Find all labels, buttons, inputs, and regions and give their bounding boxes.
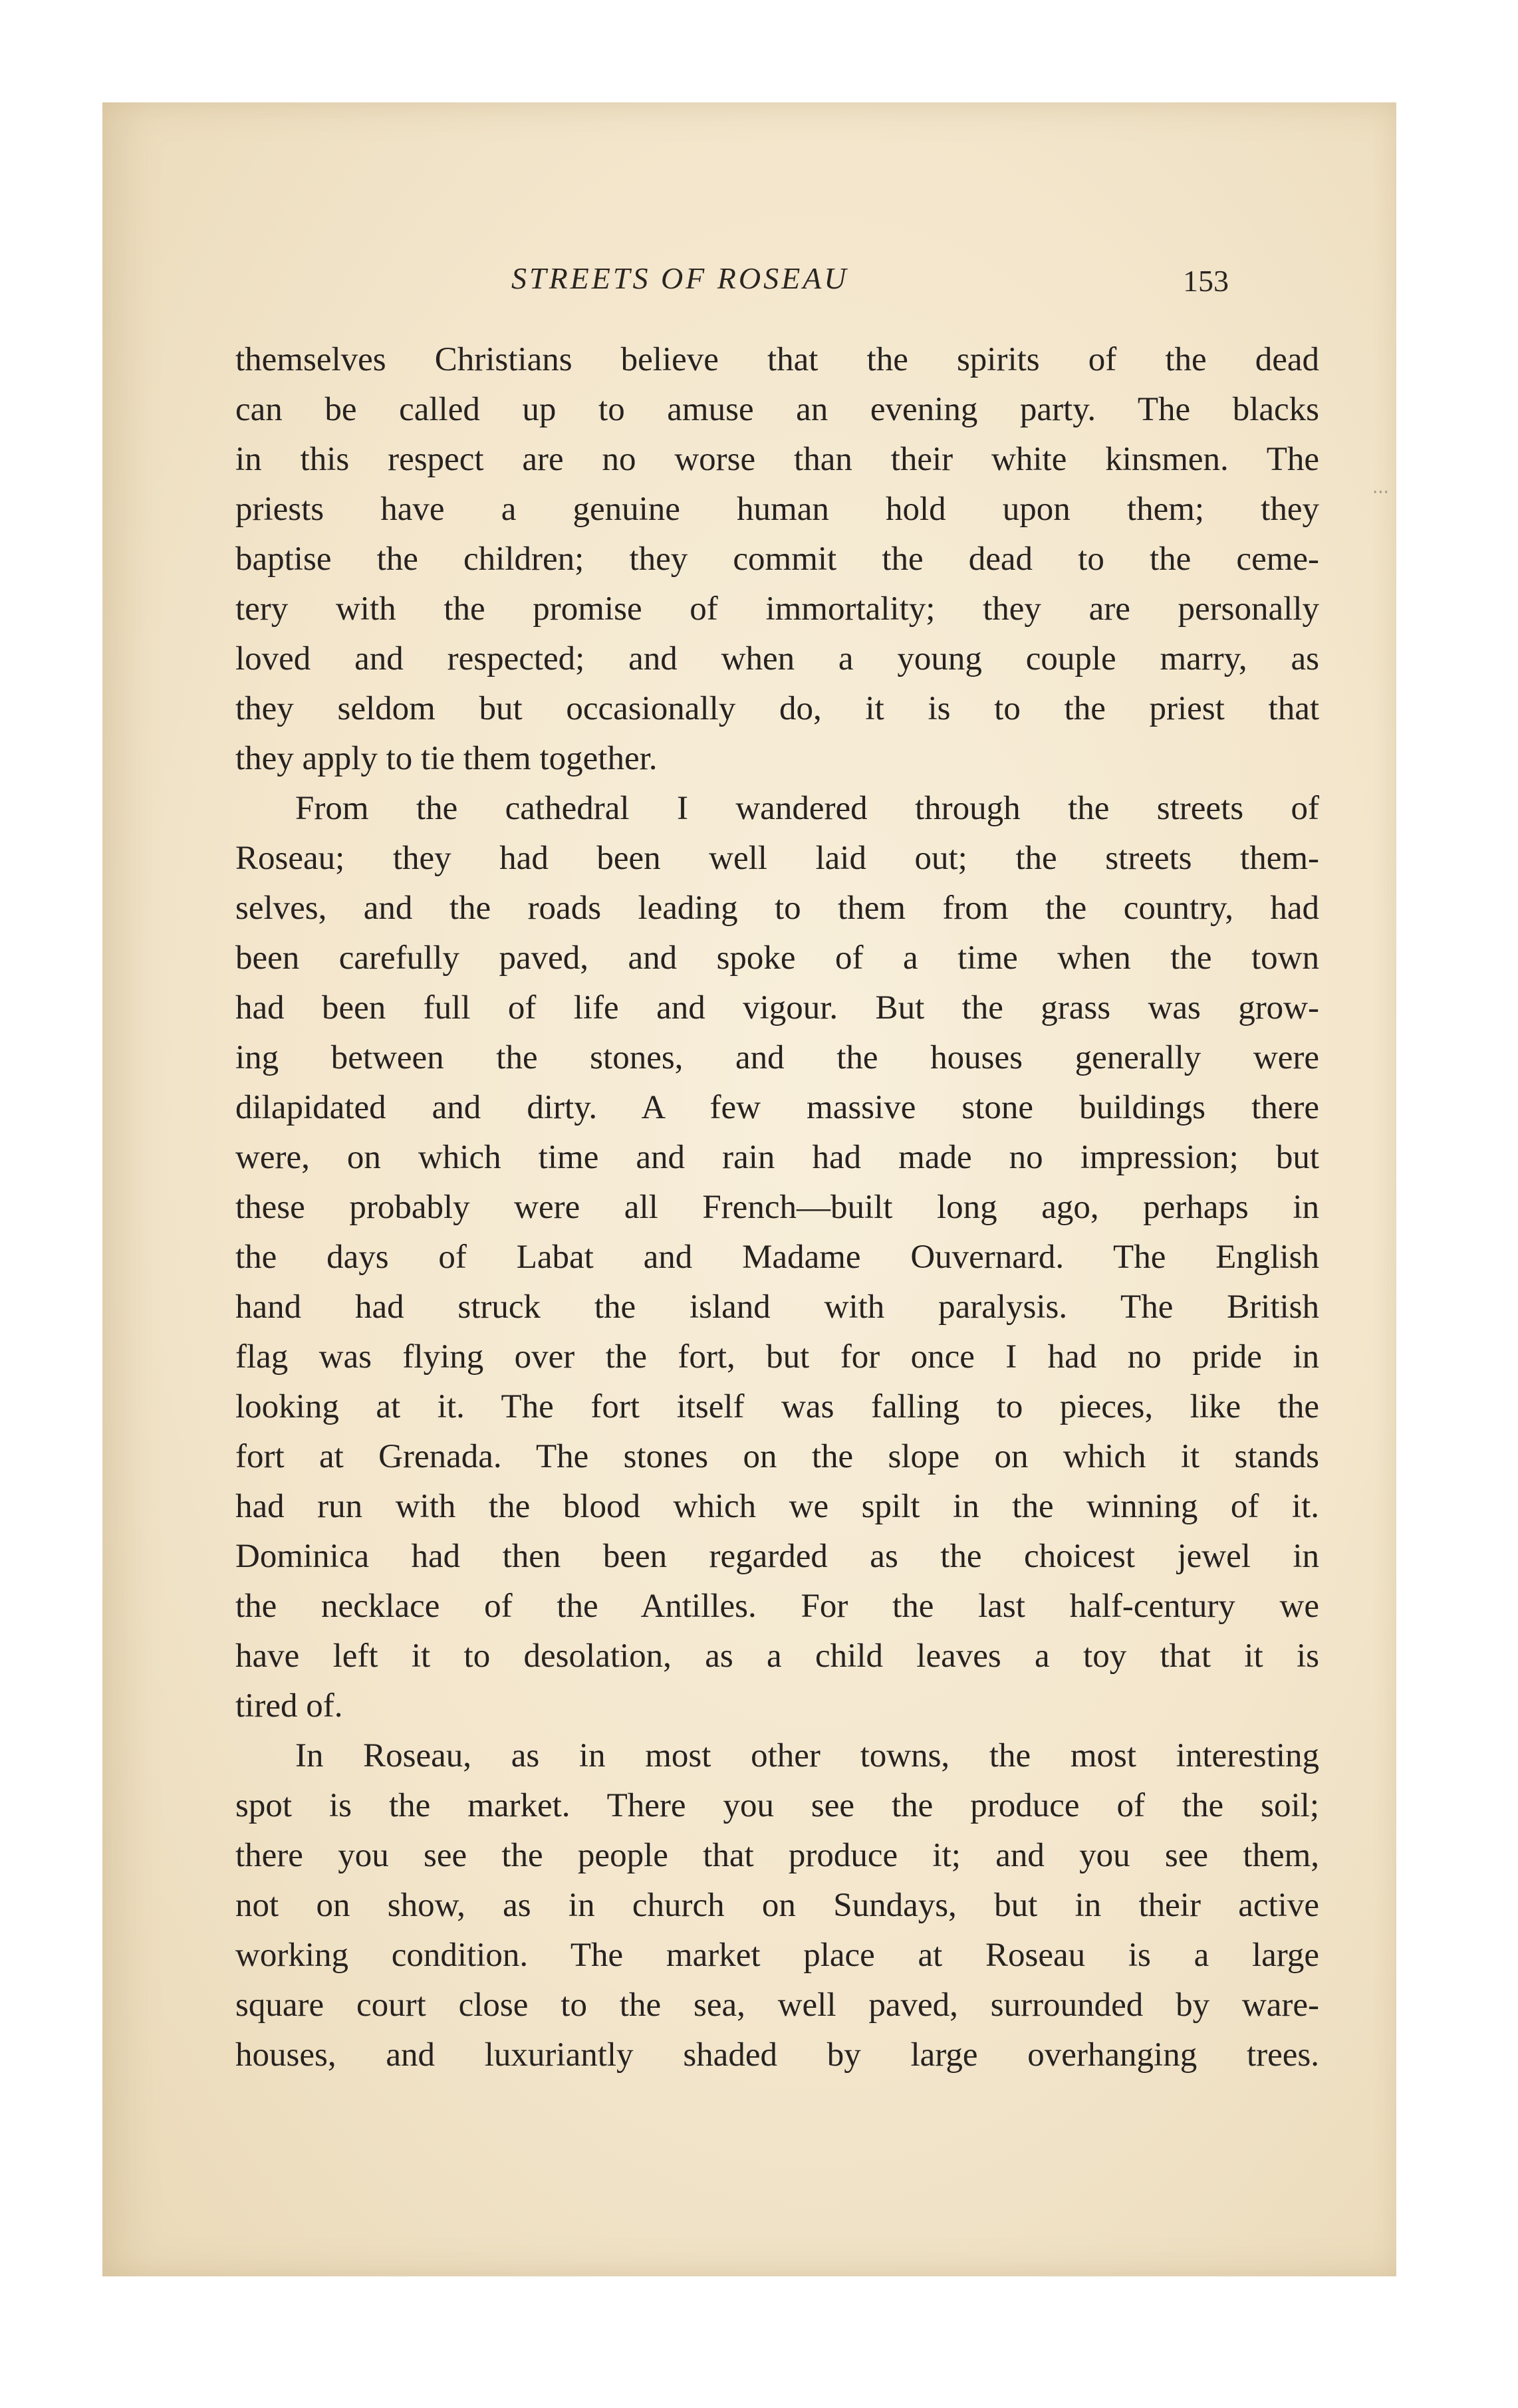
text-line: From the cathedral I wandered through the streets of bbox=[295, 790, 1319, 827]
text-line: dilapidated and dirty. A few massive stone buildings there bbox=[235, 1089, 1319, 1126]
text-line: flag was flying over the fort, but for once I had no pride in bbox=[235, 1338, 1319, 1376]
paragraph-2 bbox=[235, 784, 1319, 1731]
text-line: square court close to the sea, well paved, surrounded by ware- bbox=[235, 1987, 1319, 2024]
text-line: in this respect are no worse than their white kinsmen. The bbox=[235, 441, 1319, 478]
text-line: not on show, as in church on Sundays, but in their active bbox=[235, 1887, 1319, 1924]
text-line: been carefully paved, and spoke of a time when the town bbox=[235, 939, 1319, 977]
text-line: the days of Labat and Madame Ouvernard. The English bbox=[235, 1239, 1319, 1276]
text-line: selves, and the roads leading to them from the country, had bbox=[235, 890, 1319, 927]
text-line: they apply to tie them together. bbox=[235, 740, 658, 777]
text-line: working condition. The market place at Roseau is a large bbox=[235, 1937, 1319, 1974]
text-line: houses, and luxuriantly shaded by large overhanging trees. bbox=[235, 2036, 1319, 2074]
text-line: priests have a genuine human hold upon them; they bbox=[235, 491, 1319, 528]
text-line: the necklace of the Antilles. For the last half-century we bbox=[235, 1588, 1319, 1625]
text-line: were, on which time and rain had made no impression; but bbox=[235, 1139, 1319, 1176]
text-line: had been full of life and vigour. But the grass was grow- bbox=[235, 989, 1319, 1026]
margin-mark: ··· bbox=[1372, 483, 1389, 503]
text-line: had run with the blood which we spilt in the winning of it. bbox=[235, 1488, 1319, 1525]
text-line: themselves Christians believe that the spirits of the dead bbox=[235, 341, 1319, 378]
text-line: Roseau; they had been well laid out; the streets them- bbox=[235, 840, 1319, 877]
page-title: STREETS OF ROSEAU bbox=[511, 261, 849, 295]
running-head bbox=[102, 261, 1396, 314]
text-line: ing between the stones, and the houses generally were bbox=[235, 1039, 1319, 1076]
text-line: looking at it. The fort itself was falling to pieces, like the bbox=[235, 1388, 1319, 1425]
text-line: have left it to desolation, as a child leaves a toy that it is bbox=[235, 1637, 1319, 1675]
text-line: In Roseau, as in most other towns, the most interesting bbox=[295, 1737, 1319, 1774]
text-line: hand had struck the island with paralysis. The British bbox=[235, 1288, 1319, 1326]
scanned-page bbox=[102, 102, 1396, 2276]
text-line: fort at Grenada. The stones on the slope on which it stands bbox=[235, 1438, 1319, 1475]
text-line: baptise the children; they commit the dead to the ceme- bbox=[235, 541, 1319, 578]
text-line: tired of. bbox=[235, 1687, 343, 1725]
text-line: loved and respected; and when a young couple marry, as bbox=[235, 640, 1319, 677]
text-line: spot is the market. There you see the produce of the soil; bbox=[235, 1787, 1319, 1824]
paragraph-1 bbox=[235, 335, 1319, 784]
page-number: 153 bbox=[1183, 264, 1229, 298]
text-line: tery with the promise of immortality; they are personally bbox=[235, 590, 1319, 628]
text-body bbox=[235, 335, 1319, 2080]
text-line: these probably were all French—built long ago, perhaps in bbox=[235, 1189, 1319, 1226]
text-line: Dominica had then been regarded as the choicest jewel in bbox=[235, 1538, 1319, 1575]
paragraph-3 bbox=[235, 1731, 1319, 2080]
text-line: can be called up to amuse an evening party. The blacks bbox=[235, 391, 1319, 428]
text-line: there you see the people that produce it; and you see them, bbox=[235, 1837, 1319, 1874]
text-line: they seldom but occasionally do, it is to the priest that bbox=[235, 690, 1319, 727]
